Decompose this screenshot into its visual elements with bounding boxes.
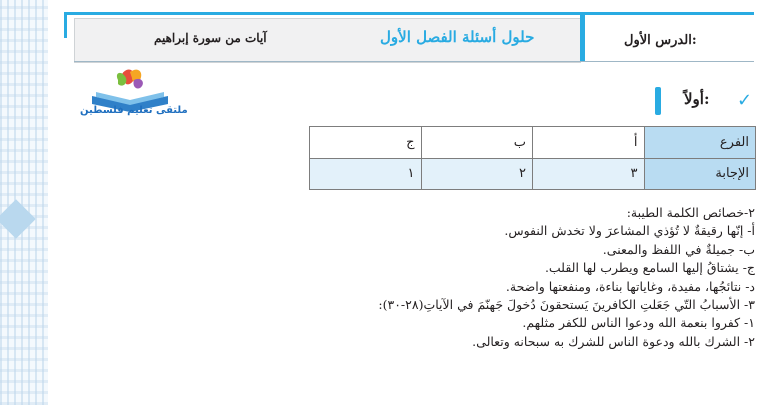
text-line: ج- يشتاقُ إليها السامع ويطرب لها القلب.	[544, 260, 755, 276]
answers-text	[300, 204, 755, 351]
lesson-title: حلول أسئلة الفصل الأول	[380, 28, 535, 46]
row-label-answer: الإجابة	[644, 158, 756, 190]
answer-table	[309, 126, 756, 190]
lesson-label: الدرس الأول:	[624, 33, 697, 48]
text-line: د- نتائجُها، مفيدة، وغاياتها بناءة، ومنفعتها واضحة.	[505, 278, 755, 294]
table-cell: ٢	[421, 158, 533, 190]
side-decoration	[0, 0, 48, 405]
text-line: ٢- الشرك بالله ودعوة الناس للشرك به سبحانه وتعالى.	[472, 333, 755, 349]
section-bracket	[655, 87, 661, 115]
table-cell: أ	[533, 127, 645, 159]
header-divider	[580, 12, 585, 61]
table-cell: ١	[310, 158, 422, 190]
text-line: أ- إنّها رقيقةٌ لا تُؤذي المشاعرَ ولا تخدش النفوس.	[504, 223, 755, 239]
section-heading: أولاً:	[684, 90, 710, 108]
text-line: ٢-خصائص الكلمة الطيبة:	[626, 205, 755, 220]
header-top-rule	[64, 12, 754, 15]
table-row	[310, 127, 756, 159]
header-left-tick	[64, 12, 67, 38]
table-cell: ٣	[533, 158, 645, 190]
text-line: ب- جميلةٌ في اللفظ والمعنى.	[602, 241, 755, 257]
logo-text: ملتقى تعليم فلسطين	[80, 105, 188, 116]
row-label-branch: الفرع	[644, 127, 756, 159]
check-icon: ✓	[737, 90, 753, 111]
table-cell: ب	[421, 127, 533, 159]
table-cell: ج	[310, 127, 422, 159]
header-bottom-rule	[74, 61, 754, 62]
text-line: ٣- الأسبابُ التّي جَعَلتِ الكافرينَ يَستحقونَ دُخولَ جَهنّمَ في الآياتِ(٢٨-٣٠):	[378, 297, 755, 313]
text-line: ١- كفروا بنعمة الله ودعوا الناس للكفر مثلهم.	[522, 315, 755, 331]
lesson-topic: آيات من سورة إبراهيم	[154, 31, 267, 45]
table-row	[310, 158, 756, 190]
